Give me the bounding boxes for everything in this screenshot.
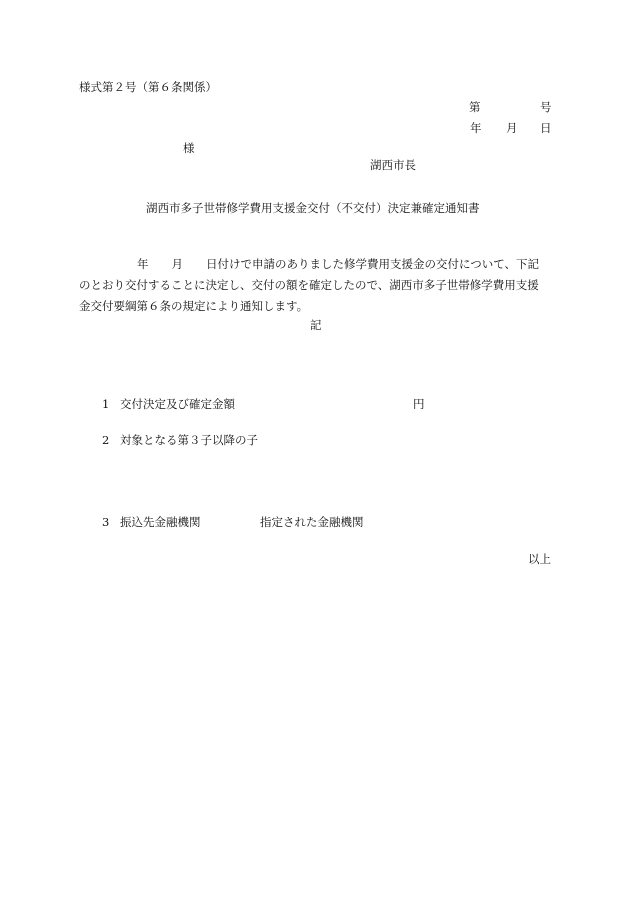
item-value: 円 <box>413 397 425 411</box>
ki-heading: 記 <box>310 318 322 332</box>
number-prefix: 第 <box>469 100 481 114</box>
date-day: 日 <box>540 121 552 135</box>
number-suffix: 号 <box>540 100 552 114</box>
document-title: 湖西市多子世帯修学費用支援金交付（不交付）決定兼確定通知書 <box>146 201 480 215</box>
recipient-suffix: 様 <box>183 141 195 155</box>
body-line-1: 年 月 日付けで申請のありました修学費用支援金の交付について、下記 <box>137 257 540 271</box>
issuer: 湖西市長 <box>370 158 416 172</box>
closing: 以上 <box>528 552 551 566</box>
form-number: 様式第２号（第６条関係） <box>79 80 217 94</box>
item-number: 2 <box>102 433 110 447</box>
item-number: 3 <box>102 515 110 529</box>
body-line-3: 金交付要綱第６条の規定により通知します。 <box>79 299 309 313</box>
item-label: 交付決定及び確定金額 <box>120 397 235 411</box>
item-label: 対象となる第３子以降の子 <box>120 433 258 447</box>
item-number: 1 <box>102 397 110 411</box>
body-line-2: のとおり交付することに決定し、交付の額を確定したので、湖西市多子世帯修学費用支援 <box>79 278 539 292</box>
item-value: 指定された金融機関 <box>260 515 364 529</box>
date-year: 年 <box>470 121 482 135</box>
date-month: 月 <box>506 121 518 135</box>
item-label: 振込先金融機関 <box>120 515 201 529</box>
